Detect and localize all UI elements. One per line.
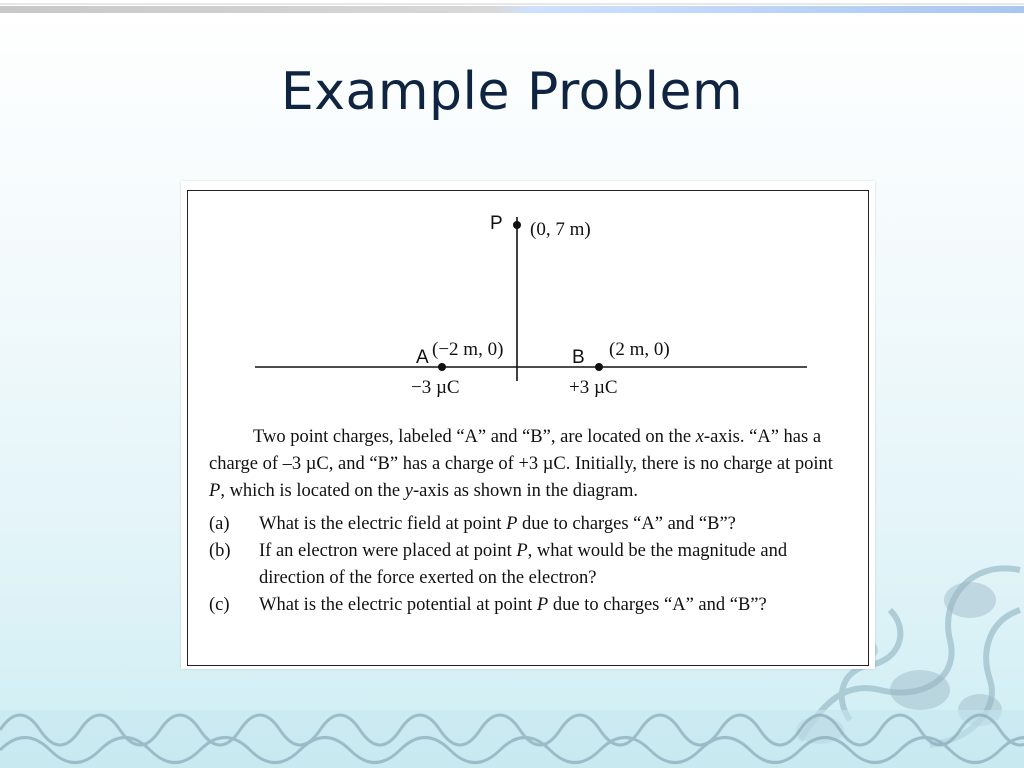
top-decorative-rule (0, 6, 1024, 13)
charge-b-letter: B (572, 347, 585, 368)
waves-decoration-icon (0, 690, 1024, 768)
question-a: (a) What is the electric field at point P due to charges “A” and “B”? (209, 514, 736, 534)
slide-title: Example Problem (280, 62, 744, 122)
coordinate-diagram (181, 181, 875, 411)
charge-a-dot (438, 363, 446, 371)
point-p-coords: (0, 7 m) (530, 219, 591, 240)
problem-text (209, 424, 849, 619)
charge-b-dot (595, 363, 603, 371)
point-p-dot (513, 221, 521, 229)
charge-b-coords: (2 m, 0) (609, 339, 670, 360)
point-p-letter: P (490, 213, 503, 234)
question-b: (b) If an electron were placed at point P, what would be the magnitude and direction of the force exerted on the electron? (209, 541, 788, 588)
top-thin-rule (0, 3, 1024, 5)
charge-a-letter: A (416, 347, 429, 368)
problem-figure (181, 181, 875, 669)
charge-a-coords: (−2 m, 0) (432, 339, 504, 360)
charge-b-value: +3 µC (569, 377, 618, 398)
charge-a-value: −3 µC (411, 377, 460, 398)
question-c: (c) What is the electric potential at point P due to charges “A” and “B”? (209, 595, 767, 615)
problem-intro: Two point charges, labeled “A” and “B”, are located on the x-axis. “A” has a charge of –3 µC, and “B” has a charge of +3 µC. Initially, there is no charge at point P, which is located on the y-axis as shown in the diagram. (209, 427, 833, 501)
